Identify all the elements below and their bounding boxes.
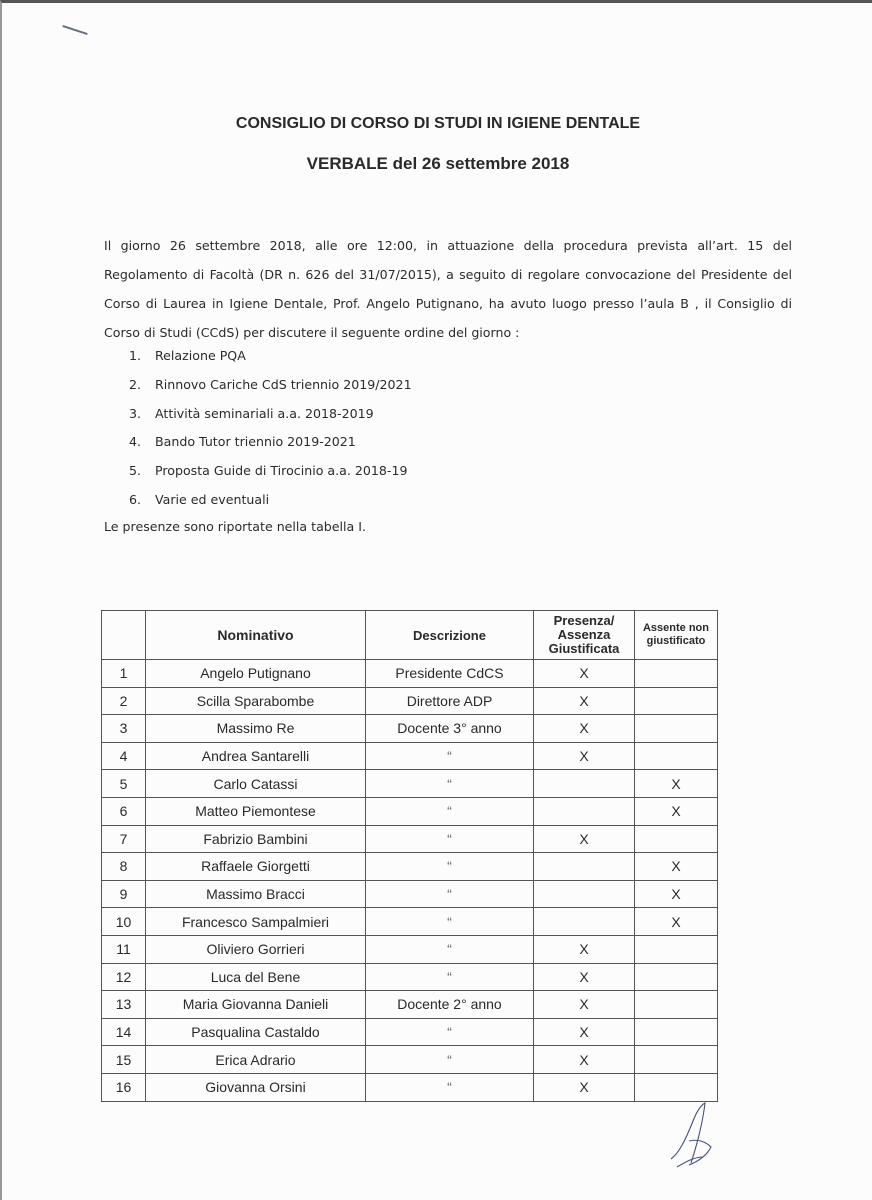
- table-row: [102, 880, 718, 908]
- row-presenza-mark: X: [534, 1073, 635, 1101]
- row-number: 15: [102, 1046, 146, 1074]
- handwritten-signature: [667, 1101, 717, 1171]
- table-row: [102, 715, 718, 743]
- row-assente-mark: [635, 742, 718, 770]
- row-assente-mark: X: [635, 770, 718, 798]
- row-assente-mark: [635, 1018, 718, 1046]
- row-description: “: [366, 770, 534, 798]
- table-row: [102, 853, 718, 881]
- row-number: 8: [102, 853, 146, 881]
- agenda-item-number: 1.: [129, 348, 142, 363]
- agenda-list: [129, 342, 412, 515]
- table-row: [102, 687, 718, 715]
- row-assente-mark: X: [635, 880, 718, 908]
- agenda-item-text: Relazione PQA: [155, 348, 246, 363]
- row-number: 14: [102, 1018, 146, 1046]
- row-assente-mark: [635, 1073, 718, 1101]
- row-name: Raffaele Giorgetti: [146, 853, 366, 881]
- row-description: “: [366, 1046, 534, 1074]
- agenda-item-number: 6.: [129, 491, 142, 507]
- agenda-item: [129, 371, 412, 400]
- row-description: “: [366, 1073, 534, 1101]
- row-assente-mark: [635, 935, 718, 963]
- row-number: 12: [102, 963, 146, 991]
- row-description: “: [366, 935, 534, 963]
- row-presenza-mark: X: [534, 963, 635, 991]
- attendance-table: [101, 610, 718, 1102]
- row-number: 10: [102, 908, 146, 936]
- row-number: 4: [102, 742, 146, 770]
- agenda-item: [129, 486, 412, 515]
- row-assente-mark: [635, 991, 718, 1019]
- table-row: [102, 1018, 718, 1046]
- table-row: [102, 825, 718, 853]
- header-nominativo: Nominativo: [146, 611, 366, 660]
- scan-pen-mark: [62, 25, 87, 35]
- table-row: [102, 991, 718, 1019]
- row-name: Luca del Bene: [146, 963, 366, 991]
- document-subtitle: VERBALE del 26 settembre 2018: [306, 154, 570, 173]
- row-number: 7: [102, 825, 146, 853]
- row-name: Giovanna Orsini: [146, 1073, 366, 1101]
- header-descrizione: Descrizione: [366, 611, 534, 660]
- row-name: Fabrizio Bambini: [146, 825, 366, 853]
- agenda-item-text: Proposta Guide di Tirocinio a.a. 2018-19: [155, 463, 408, 479]
- agenda-item-text: Attività seminariali a.a. 2018-2019: [155, 405, 374, 421]
- table-row: [102, 742, 718, 770]
- row-description: “: [366, 853, 534, 881]
- row-assente-mark: [635, 825, 718, 853]
- row-assente-mark: [635, 660, 718, 688]
- row-assente-mark: [635, 1046, 718, 1074]
- agenda-item: [129, 400, 412, 429]
- row-presenza-mark: X: [534, 935, 635, 963]
- row-name: Erica Adrario: [146, 1046, 366, 1074]
- table-row: [102, 770, 718, 798]
- row-presenza-mark: [534, 770, 635, 798]
- row-assente-mark: X: [635, 908, 718, 936]
- row-description: Docente 3° anno: [366, 715, 534, 743]
- agenda-item-text: Bando Tutor triennio 2019-2021: [155, 434, 356, 450]
- row-number: 9: [102, 880, 146, 908]
- table-row: [102, 1073, 718, 1101]
- row-presenza-mark: X: [534, 660, 635, 688]
- agenda-item: [129, 428, 412, 457]
- row-number: 16: [102, 1073, 146, 1101]
- row-presenza-mark: X: [534, 991, 635, 1019]
- row-presenza-mark: [534, 880, 635, 908]
- row-presenza-mark: X: [534, 1018, 635, 1046]
- row-description: “: [366, 963, 534, 991]
- row-presenza-mark: X: [534, 715, 635, 743]
- row-presenza-mark: X: [534, 1046, 635, 1074]
- row-name: Scilla Sparabombe: [146, 687, 366, 715]
- agenda-item-number: 3.: [129, 405, 142, 421]
- agenda-item-number: 2.: [129, 376, 142, 392]
- table-header-row: [102, 611, 718, 660]
- agenda-item-text: Varie ed eventuali: [155, 491, 270, 507]
- row-assente-mark: [635, 963, 718, 991]
- row-name: Maria Giovanna Danieli: [146, 991, 366, 1019]
- row-number: 1: [102, 660, 146, 688]
- header-assente: Assente non giustificato: [635, 611, 718, 660]
- agenda-item-text: Rinnovo Cariche CdS triennio 2019/2021: [155, 376, 412, 392]
- agenda-item: [129, 457, 412, 486]
- row-description: “: [366, 880, 534, 908]
- agenda-item: [129, 342, 412, 371]
- table-row: [102, 908, 718, 936]
- row-number: 13: [102, 991, 146, 1019]
- row-number: 3: [102, 715, 146, 743]
- row-description: Direttore ADP: [366, 687, 534, 715]
- header-presenza: Presenza/ Assenza Giustificata: [534, 611, 635, 660]
- row-name: Matteo Piemontese: [146, 797, 366, 825]
- table-row: [102, 963, 718, 991]
- row-name: Massimo Re: [146, 715, 366, 743]
- agenda-item-number: 4.: [129, 434, 142, 450]
- document-title: CONSIGLIO DI CORSO DI STUDI IN IGIENE DENTALE: [235, 115, 641, 132]
- row-name: Carlo Catassi: [146, 770, 366, 798]
- row-assente-mark: [635, 687, 718, 715]
- row-presenza-mark: [534, 908, 635, 936]
- row-number: 2: [102, 687, 146, 715]
- row-description: “: [366, 742, 534, 770]
- table-row: [102, 1046, 718, 1074]
- row-description: “: [366, 1018, 534, 1046]
- row-description: Presidente CdCS: [366, 660, 534, 688]
- row-name: Francesco Sampalmieri: [146, 908, 366, 936]
- row-description: “: [366, 825, 534, 853]
- agenda-item-number: 5.: [129, 463, 142, 479]
- row-assente-mark: X: [635, 797, 718, 825]
- row-presenza-mark: [534, 853, 635, 881]
- row-description: “: [366, 908, 534, 936]
- table-row: [102, 797, 718, 825]
- row-presenza-mark: X: [534, 742, 635, 770]
- row-description: “: [366, 797, 534, 825]
- row-assente-mark: X: [635, 853, 718, 881]
- row-name: Andrea Santarelli: [146, 742, 366, 770]
- header-number: [102, 611, 146, 660]
- row-name: Oliviero Gorrieri: [146, 935, 366, 963]
- row-presenza-mark: X: [534, 825, 635, 853]
- table-row: [102, 660, 718, 688]
- row-number: 6: [102, 797, 146, 825]
- row-presenza-mark: [534, 797, 635, 825]
- intro-paragraph: Il giorno 26 settembre 2018, alle ore 12:00, in attuazione della procedura prevista all’art. 15 del Regolamento di Facoltà (DR n. 626 del 31/07/2015), a seguito di regolare convocazione del Presidente del Corso di Laurea in Igiene Dentale, Prof. Angelo Putignano, ha avuto luogo presso l’aula B , il Consiglio di Corso di Studi (CCdS) per discutere il seguente ordine del giorno :: [104, 238, 792, 340]
- row-name: Angelo Putignano: [146, 660, 366, 688]
- table-row: [102, 935, 718, 963]
- row-name: Massimo Bracci: [146, 880, 366, 908]
- row-presenza-mark: X: [534, 687, 635, 715]
- row-number: 11: [102, 935, 146, 963]
- row-description: Docente 2° anno: [366, 991, 534, 1019]
- row-number: 5: [102, 770, 146, 798]
- row-assente-mark: [635, 715, 718, 743]
- row-name: Pasqualina Castaldo: [146, 1018, 366, 1046]
- presenze-note: Le presenze sono riportate nella tabella I.: [104, 519, 366, 534]
